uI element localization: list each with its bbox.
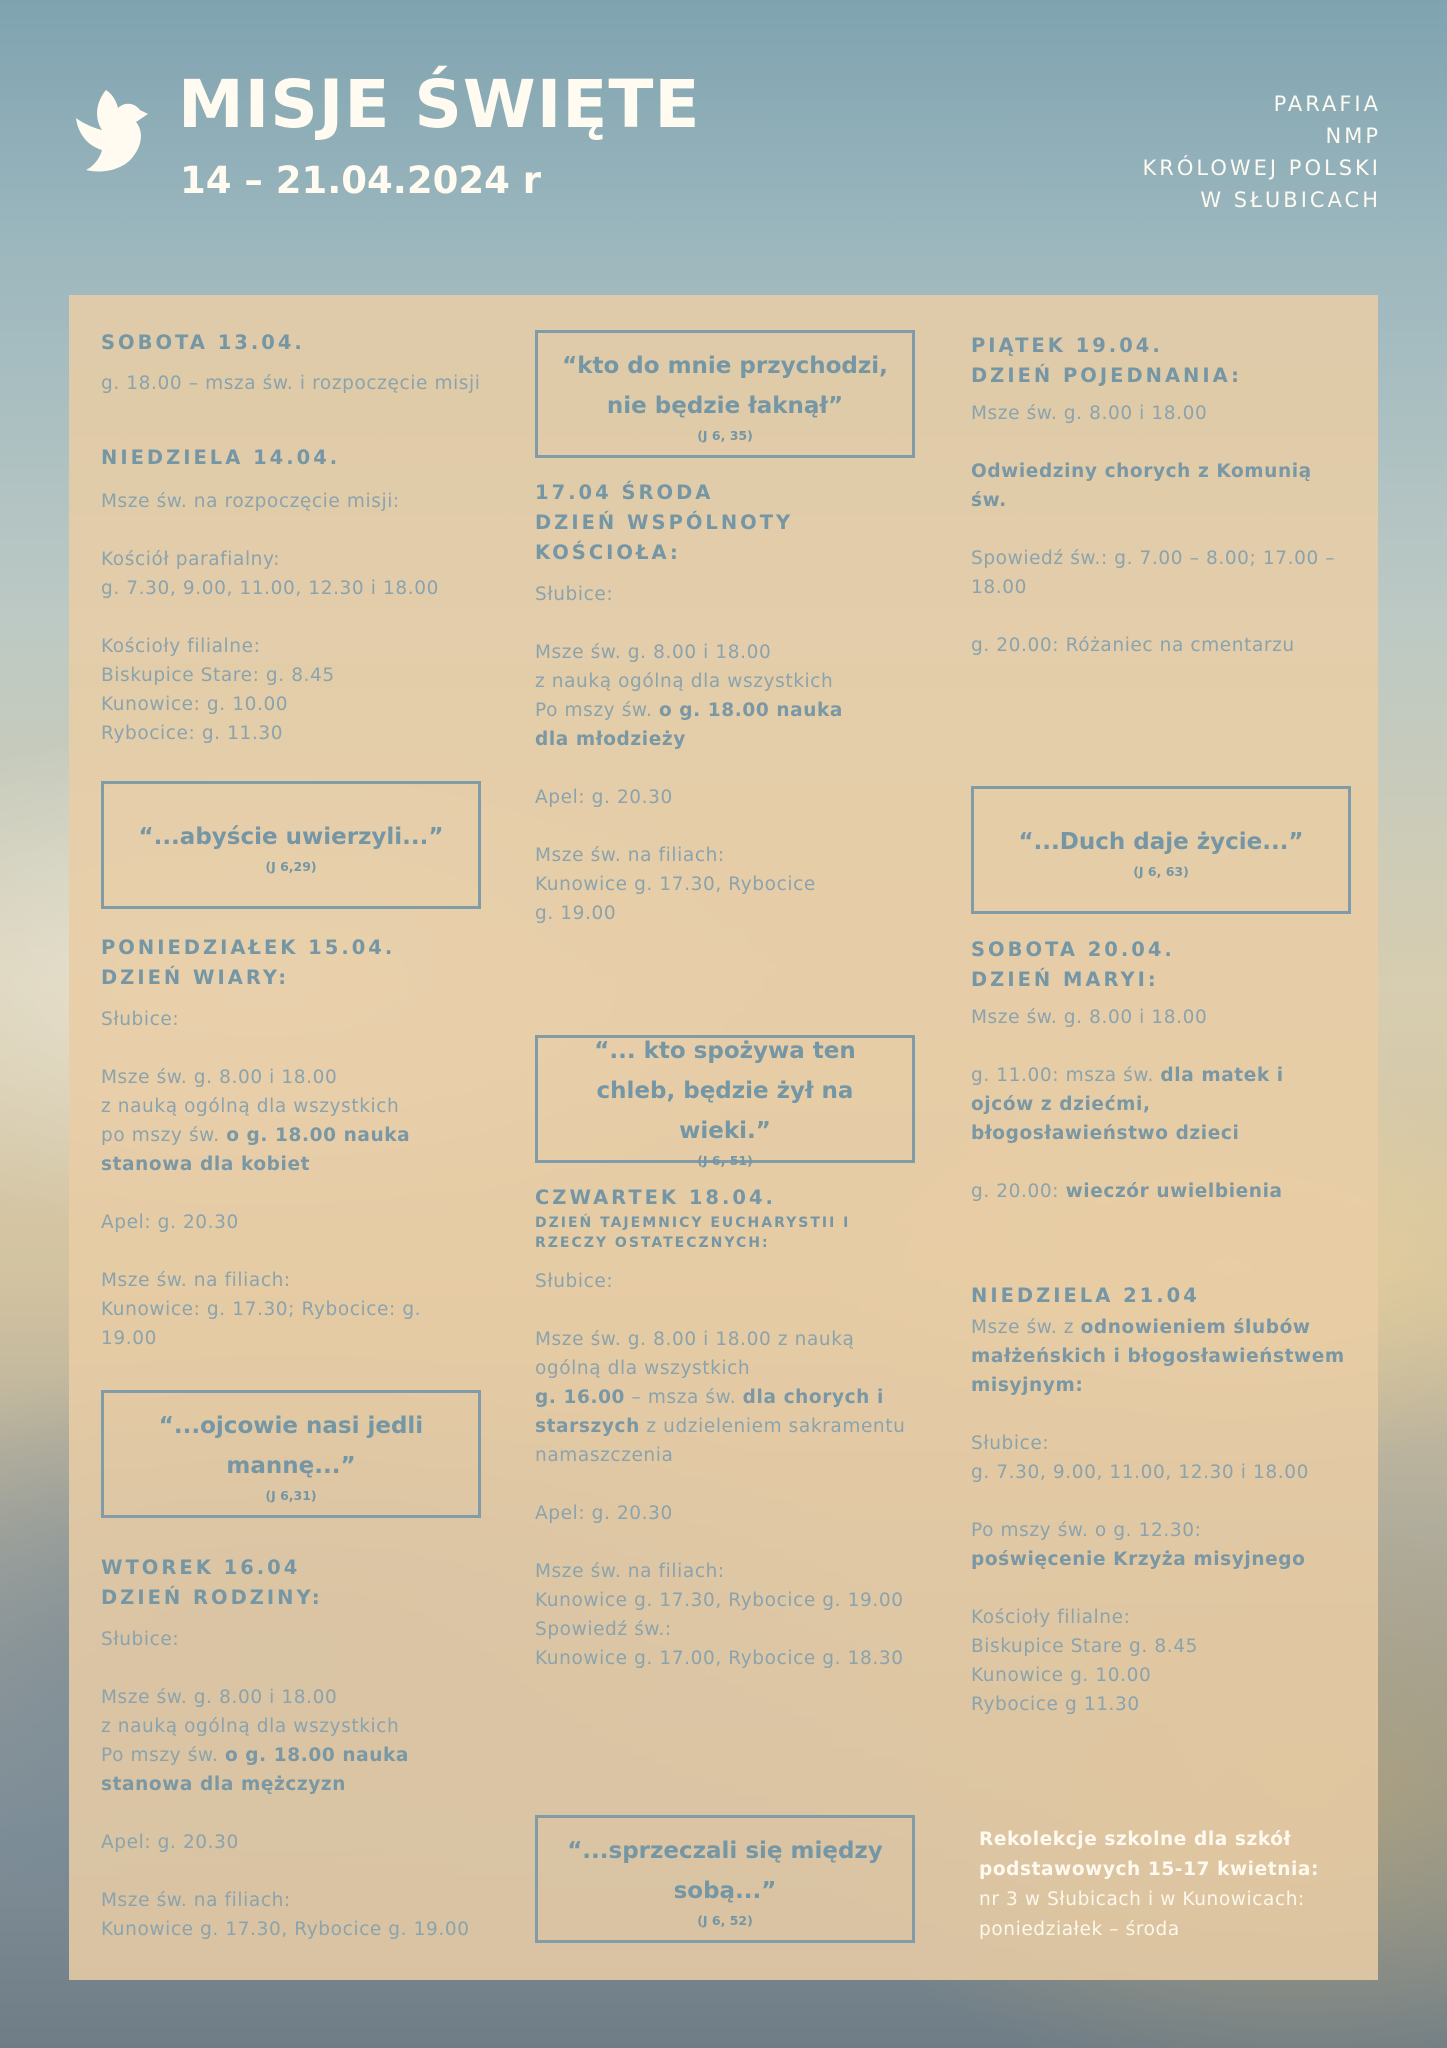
day-heading: DZIEŃ MARYI: (971, 968, 1159, 991)
schedule-panel (69, 295, 1378, 1980)
day-subheading: DZIEŃ TAJEMNICY EUCHARYSTII I RZECZY OSTATECZNYCH: (535, 1215, 851, 1251)
quote-reference: (J 6, 52) (697, 1912, 753, 1928)
day-heading: DZIEŃ WIARY: (101, 966, 290, 989)
parish-line: PARAFIA (1273, 92, 1381, 116)
text-part: g. 11.00: msza św. (971, 1065, 1161, 1086)
day-text: g. 7.30, 9.00, 11.00, 12.30 i 18.00 (971, 1462, 1309, 1483)
day-text-bold: stanowa dla kobiet (101, 1154, 311, 1175)
day-text: Kunowice g. 17.30, Rybocice g. 19.00 (535, 1590, 904, 1611)
text-bold: odnowieniem ślubów małżeńskich i błogosławieństwem misyjnym: (971, 1317, 1345, 1396)
day-text-bold: poświęcenie Krzyża misyjnego (971, 1549, 1306, 1570)
day-text: Słubice: (535, 584, 614, 605)
day-text: z nauką ogólną dla wszystkich (535, 671, 834, 692)
parish-name (1143, 88, 1381, 216)
text-bold: o g. 18.00 nauka (658, 700, 843, 721)
day-wednesday-17 (535, 478, 915, 928)
dove-icon (72, 84, 156, 176)
text-part: Po mszy św. (101, 1745, 225, 1766)
parish-line: NMP (1325, 124, 1381, 148)
day-text: Kunowice g. 17.30, Rybocice g. 19.00 (535, 874, 816, 924)
day-friday-19 (971, 331, 1351, 660)
day-text: Słubice: (535, 1271, 614, 1292)
day-text: Apel: g. 20.30 (535, 787, 673, 808)
note-text: nr 3 w Słubicach i w Kunowicach: (979, 1889, 1305, 1910)
day-text: Msze św. na rozpoczęcie misji: (101, 491, 400, 512)
day-heading: SOBOTA 20.04. (971, 938, 1175, 961)
day-sunday-14 (101, 443, 481, 748)
day-heading: DZIEŃ RODZINY: (101, 1586, 323, 1609)
text-bold: o g. 18.00 nauka (226, 1125, 411, 1146)
day-text: z nauką ogólną dla wszystkich (101, 1096, 400, 1117)
day-text (535, 696, 915, 725)
text-part: z udzieleniem sakramentu namaszczenia (535, 1416, 906, 1466)
quote-box (535, 1035, 915, 1168)
school-retreat-note (979, 1825, 1339, 1945)
day-heading: 17.04 ŚRODA (535, 481, 714, 504)
day-heading: PONIEDZIAŁEK 15.04. (101, 936, 396, 959)
day-heading: NIEDZIELA 14.04. (101, 446, 341, 469)
header (0, 0, 1447, 260)
day-heading: DZIEŃ POJEDNANIA: (971, 364, 1242, 387)
day-text: Kościoły filialne: (101, 636, 261, 657)
day-saturday-20 (971, 935, 1351, 1206)
quote-text: “...abyście uwierzyli...” (138, 823, 444, 850)
day-thursday-18 (535, 1183, 915, 1673)
quote-reference: (J 6,31) (265, 1487, 317, 1503)
day-text: Msze św. na filiach: (101, 1270, 291, 1291)
page-title: MISJE ŚWIĘTE (178, 66, 701, 143)
day-text: Biskupice Stare: g. 8.45 (101, 665, 335, 686)
day-text: Biskupice Stare g. 8.45 (971, 1636, 1198, 1657)
quote-box (535, 1815, 915, 1943)
day-text: Kunowice: g. 17.30; Rybocice: g. 19.00 (101, 1299, 422, 1349)
day-text (101, 1121, 481, 1150)
day-text (535, 1383, 915, 1470)
day-text: Kościoły filialne: (971, 1607, 1131, 1628)
day-text: Rybocice g 11.30 (971, 1694, 1140, 1715)
day-text: Słubice: (101, 1009, 180, 1030)
day-saturday-13 (101, 328, 481, 398)
parish-line: W SŁUBICACH (1200, 188, 1381, 212)
day-text: Kunowice g. 17.00, Rybocice g. 18.30 (535, 1648, 904, 1669)
quote-box (101, 1390, 481, 1518)
day-text: Msze św. g. 8.00 i 18.00 (101, 1067, 338, 1088)
text-part: g. 20.00: (971, 1181, 1066, 1202)
day-sunday-21 (971, 1281, 1351, 1719)
quote-box (535, 330, 915, 458)
day-text (101, 1741, 481, 1770)
text-part: Po mszy św. (535, 700, 659, 721)
day-text: Apel: g. 20.30 (101, 1832, 239, 1853)
quote-text: “... kto spożywa ten chleb, będzie żył na wieki.” (594, 1037, 856, 1144)
text-bold: g. 16.00 (535, 1387, 626, 1408)
day-text: Apel: g. 20.30 (101, 1212, 239, 1233)
quote-text: “...sprzeczali się między sobą...” (567, 1837, 883, 1904)
text-part: – msza św. (625, 1387, 743, 1408)
day-text: Apel: g. 20.30 (535, 1503, 673, 1524)
day-text: Spowiedź św.: g. 7.00 – 8.00; 17.00 – 18.00 (971, 548, 1336, 598)
note-heading: Rekolekcje szkolne dla szkół podstawowych 15-17 kwietnia: (979, 1829, 1319, 1880)
day-text: Msze św. g. 8.00 i 18.00 (101, 1687, 338, 1708)
day-monday-15 (101, 933, 481, 1353)
note-text: poniedziałek – środa (979, 1919, 1180, 1940)
day-heading: DZIEŃ WSPÓLNOTY KOŚCIOŁA: (535, 511, 794, 564)
parish-line: KRÓLOWEJ POLSKI (1142, 156, 1381, 180)
day-text: Msze św. g. 8.00 i 18.00 z nauką ogólną dla wszystkich (535, 1329, 855, 1379)
quote-reference: (J 6, 51) (697, 1152, 753, 1168)
text-part: Msze św. z (971, 1317, 1081, 1338)
day-text: Kunowice g. 17.30, Rybocice g. 19.00 (101, 1919, 470, 1940)
day-heading: WTOREK 16.04 (101, 1556, 301, 1579)
day-text-bold: stanowa dla mężczyzn (101, 1774, 347, 1795)
text-part: po mszy św. (101, 1125, 227, 1146)
day-text: Msze św. g. 8.00 i 18.00 (971, 403, 1208, 424)
day-heading: PIĄTEK 19.04. (971, 334, 1163, 357)
day-text (971, 1177, 1351, 1206)
day-text: Kunowice g. 10.00 (971, 1665, 1152, 1686)
quote-reference: (J 6, 63) (1133, 863, 1189, 879)
day-text: Spowiedź św.: (535, 1619, 672, 1640)
quote-text: “...ojcowie nasi jedli mannę...” (158, 1412, 424, 1479)
quote-text: “kto do mnie przychodzi, nie będzie łaknął” (562, 352, 888, 419)
day-text-bold: dla młodzieży (535, 729, 686, 750)
day-tuesday-16 (101, 1553, 481, 1944)
day-text-bold: Odwiedziny chorych z Komunią św. (971, 461, 1312, 511)
quote-reference: (J 6,29) (265, 858, 317, 874)
day-text: Rybocice: g. 11.30 (101, 723, 284, 744)
day-text: Msze św. na filiach: (535, 1561, 725, 1582)
day-text: Po mszy św. o g. 12.30: (971, 1520, 1202, 1541)
text-bold: o g. 18.00 nauka (224, 1745, 409, 1766)
day-text: g. 18.00 – msza św. i rozpoczęcie misji (101, 373, 481, 394)
text-bold: dla chorych i starszych (535, 1387, 884, 1437)
text-bold: wieczór uwielbienia (1065, 1181, 1283, 1202)
day-text: g. 7.30, 9.00, 11.00, 12.30 i 18.00 (101, 578, 439, 599)
day-text: Msze św. g. 8.00 i 18.00 (971, 1007, 1208, 1028)
day-text: Kościół parafialny: (101, 549, 281, 570)
day-text (971, 1061, 1351, 1148)
day-text: g. 20.00: Różaniec na cmentarzu (971, 635, 1295, 656)
day-heading: NIEDZIELA 21.04 (971, 1284, 1200, 1307)
quote-reference: (J 6, 35) (697, 427, 753, 443)
day-heading: CZWARTEK 18.04. (535, 1186, 776, 1209)
quote-box (101, 781, 481, 909)
day-text (971, 1313, 1351, 1400)
day-text: Msze św. g. 8.00 i 18.00 (535, 642, 772, 663)
day-text: Słubice: (971, 1433, 1050, 1454)
day-heading: SOBOTA 13.04. (101, 331, 305, 354)
day-text: Msze św. na filiach: (535, 845, 725, 866)
text-bold: dla matek i ojców z dziećmi, błogosławieństwo dzieci (971, 1065, 1284, 1144)
day-text: Msze św. na filiach: (101, 1890, 291, 1911)
day-text: Słubice: (101, 1629, 180, 1650)
quote-box (971, 786, 1351, 914)
quote-text: “...Duch daje życie...” (1018, 828, 1304, 855)
day-text: Kunowice: g. 10.00 (101, 694, 289, 715)
mission-dates: 14 – 21.04.2024 r (180, 159, 541, 202)
day-text: z nauką ogólną dla wszystkich (101, 1716, 400, 1737)
